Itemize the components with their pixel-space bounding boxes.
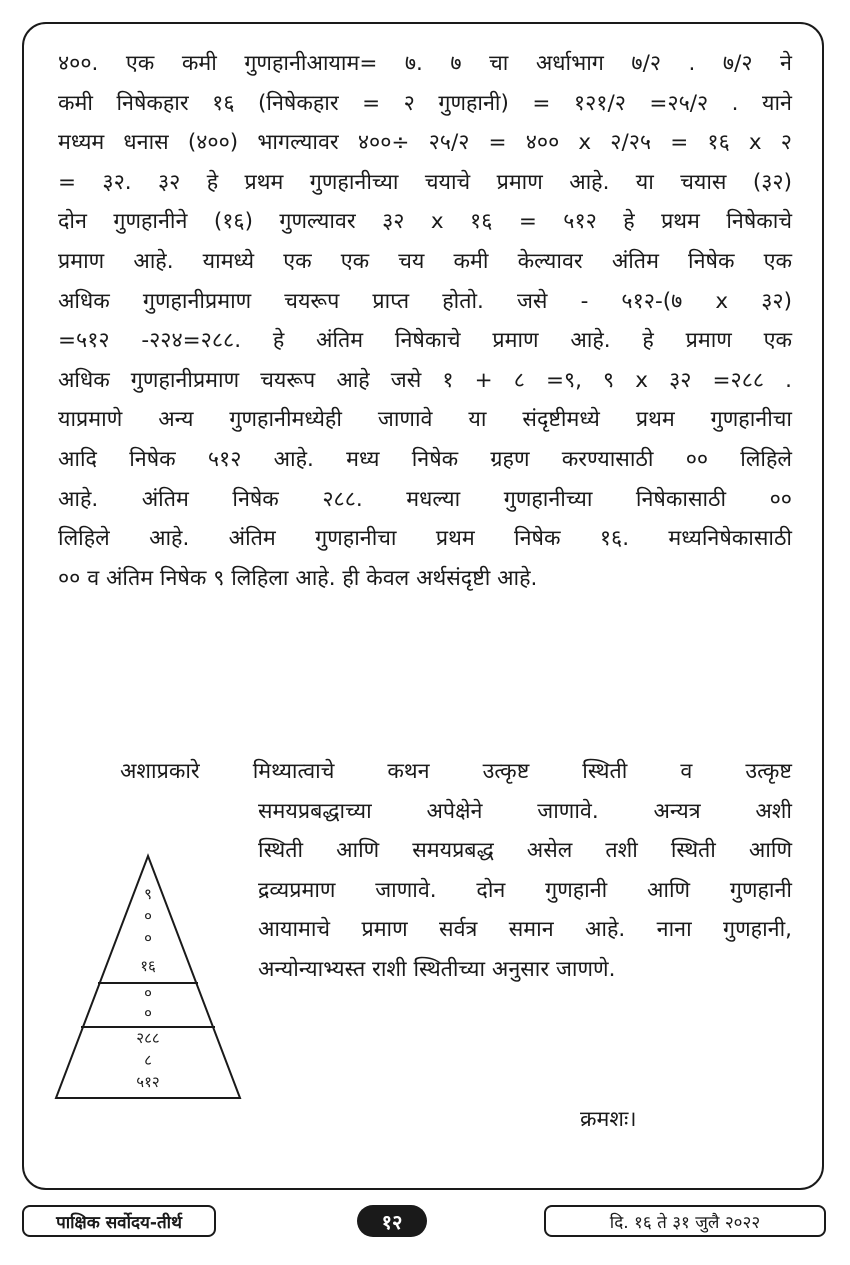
text-line: समयप्रबद्धाच्या अपेक्षेने जाणावे. अन्यत्र अशी — [258, 798, 792, 824]
text-line: ०० व अंतिम निषेक ९ लिहिला आहे. ही केवल अर्थसंदृष्टी आहे. — [58, 565, 538, 591]
continued-label: क्रमशः। — [580, 1107, 637, 1132]
text-line: याप्रमाणे अन्य गुणहानीमध्येही जाणावे या संदृष्टीमध्ये प्रथम गुणहानीचा — [58, 407, 792, 433]
text-line: प्रमाण आहे. यामध्ये एक एक चय कमी केल्यावर अंतिम निषेक एक — [58, 248, 792, 274]
triangle-label: ० — [144, 984, 152, 1002]
text-line: अधिक गुणहानीप्रमाण चयरूप प्राप्त होतो. जसे - ५१२-(७ x ३२) — [58, 288, 792, 314]
text-line: लिहिले आहे. अंतिम गुणहानीचा प्रथम निषेक १६. मध्यनिषेकासाठी — [58, 526, 792, 552]
text-line: द्रव्यप्रमाण जाणावे. दोन गुणहानी आणि गुणहानी — [258, 877, 792, 903]
triangle-label: ० — [144, 929, 152, 947]
text-line: आदि निषेक ५१२ आहे. मध्य निषेक ग्रहण करण्यासाठी ०० लिहिले — [58, 446, 792, 472]
text-line: =५१२ -२२४=२८८. हे अंतिम निषेकाचे प्रमाण आहे. हे प्रमाण एक — [58, 328, 792, 354]
triangle-label: ० — [144, 907, 152, 925]
text-line: स्थिती आणि समयप्रबद्ध असेल तशी स्थिती आणि — [258, 838, 792, 864]
text-line: आहे. अंतिम निषेक २८८. मधल्या गुणहानीच्या निषेकासाठी ०० — [58, 486, 792, 512]
text-line: ४००. एक कमी गुणहानीआयाम= ७. ७ चा अर्धाभाग ७/२ . ७/२ ने — [58, 51, 792, 76]
triangle-label: ५१२ — [136, 1073, 160, 1091]
text-line: दोन गुणहानीने (१६) गुणल्यावर ३२ x १६ = ५१२ हे प्रथम निषेकाचे — [58, 209, 792, 235]
text-line: अधिक गुणहानीप्रमाण चयरूप आहे जसे १ + ८ =९, ९ x ३२ =२८८ . — [58, 367, 792, 393]
text-line: मध्यम धनास (४००) भागल्यावर ४००÷ २५/२ = ४०० x २/२५ = १६ x २ — [58, 130, 792, 156]
triangle-label: ९ — [144, 885, 152, 903]
publication-name: पाक्षिक सर्वोदय-तीर्थ — [22, 1205, 216, 1237]
triangle-label: १६ — [140, 957, 156, 975]
text-line: कमी निषेकहार १६ (निषेकहार = २ गुणहानी) = १२१/२ =२५/२ . याने — [58, 90, 792, 116]
page-number: १२ — [357, 1205, 427, 1237]
text-line: = ३२. ३२ हे प्रथम गुणहानीच्या चयाचे प्रमाण आहे. या चयास (३२) — [58, 169, 792, 195]
paragraph-1 — [58, 44, 792, 598]
text-line: अशाप्रकारे मिथ्यात्वाचे कथन उत्कृष्ट स्थिती व उत्कृष्ट — [120, 759, 792, 784]
issue-date: दि. १६ ते ३१ जुलै २०२२ — [544, 1205, 826, 1237]
triangle-label: २८८ — [136, 1029, 160, 1047]
text-line: अन्योन्याभ्यस्त राशी स्थितीच्या अनुसार जाणणे. — [258, 956, 616, 982]
triangle-label: ८ — [144, 1051, 152, 1069]
text-line: आयामाचे प्रमाण सर्वत्र समान आहे. नाना गुणहानी, — [258, 917, 792, 943]
triangle-label: ० — [144, 1004, 152, 1022]
